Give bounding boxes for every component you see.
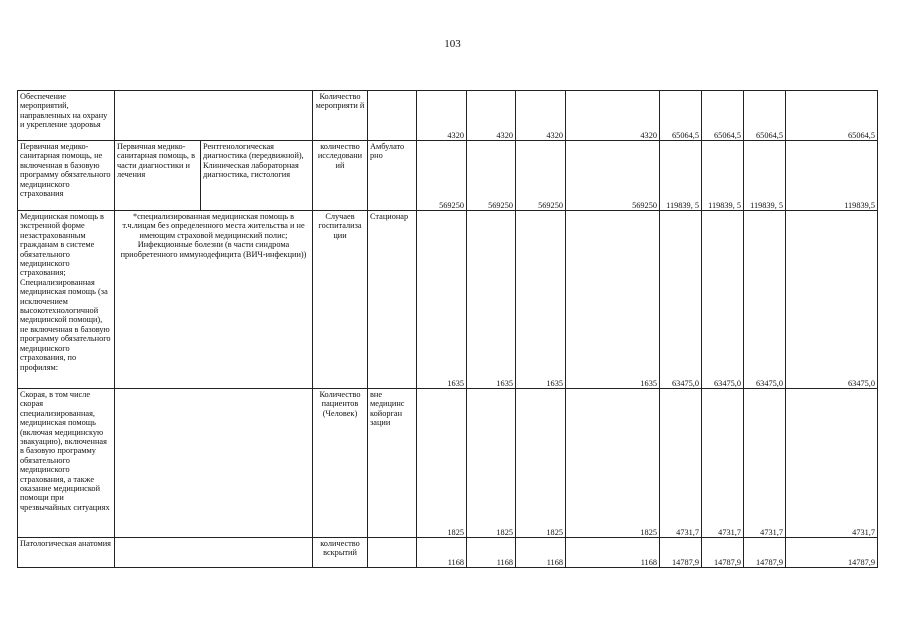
finance-cell: 63475,0 (744, 211, 786, 389)
care-type-profile-cell: *специализированная медицинская помощь в т.ч.лицам без определенного места жительства и не имеющим страховой медицинский полис; Инфекционные болезни (в части синдрома приобретенного иммунодефицита (ВИЧ-инфекции)) (115, 211, 313, 389)
finance-cell: 65064,5 (660, 91, 702, 141)
volume-cell: 4320 (417, 91, 467, 141)
volume-cell: 1168 (467, 538, 516, 568)
table-row (18, 538, 878, 568)
volume-cell: 569250 (566, 141, 660, 211)
finance-cell: 119839, 5 (660, 141, 702, 211)
finance-cell: 4731,7 (786, 389, 878, 538)
services-table (17, 90, 878, 568)
finance-cell: 63475,0 (702, 211, 744, 389)
care-type-cell: Первичная медико-санитарная помощь, в части диагностики и лечения (115, 141, 201, 211)
finance-cell: 119839, 5 (702, 141, 744, 211)
volume-cell: 1825 (516, 389, 566, 538)
care-type-cell (115, 91, 313, 141)
finance-cell: 4731,7 (660, 389, 702, 538)
finance-cell: 65064,5 (786, 91, 878, 141)
volume-cell: 4320 (566, 91, 660, 141)
finance-cell: 14787,9 (786, 538, 878, 568)
volume-cell: 1635 (417, 211, 467, 389)
table-row (18, 91, 878, 141)
finance-cell: 4731,7 (744, 389, 786, 538)
volume-cell: 569250 (516, 141, 566, 211)
finance-cell: 63475,0 (660, 211, 702, 389)
volume-cell: 569250 (417, 141, 467, 211)
unit-cell: Количество мероприяти й (313, 91, 368, 141)
finance-cell: 4731,7 (702, 389, 744, 538)
row-name: Скорая, в том числе скорая специализированная, медицинская помощь (включая медицинскую эвакуацию), включенная в базовую программу обязательного медицинского страхования, а также оказание медицинской помощи при чрезвычайных ситуациях (18, 389, 115, 538)
volume-cell: 4320 (516, 91, 566, 141)
care-type-cell (115, 389, 313, 538)
finance-cell: 14787,9 (660, 538, 702, 568)
volume-cell: 1635 (566, 211, 660, 389)
care-type-cell (115, 538, 313, 568)
finance-cell: 14787,9 (744, 538, 786, 568)
finance-cell: 63475,0 (786, 211, 878, 389)
volume-cell: 1635 (467, 211, 516, 389)
condition-cell (368, 538, 417, 568)
unit-cell: количество вскрытий (313, 538, 368, 568)
condition-cell: Стационар (368, 211, 417, 389)
unit-cell: количество исследовани ий (313, 141, 368, 211)
table-row (18, 211, 878, 389)
volume-cell: 1635 (516, 211, 566, 389)
condition-cell (368, 91, 417, 141)
condition-cell: Амбулато рно (368, 141, 417, 211)
row-name: Первичная медико-санитарная помощь, не включенная в базовую программу обязательного медицинского страхования (18, 141, 115, 211)
volume-cell: 569250 (467, 141, 516, 211)
volume-cell: 1168 (417, 538, 467, 568)
volume-cell: 1825 (566, 389, 660, 538)
row-name: Патологическая анатомия (18, 538, 115, 568)
unit-cell: Случаев госпитализа ции (313, 211, 368, 389)
finance-cell: 119839, 5 (744, 141, 786, 211)
table-row (18, 389, 878, 538)
volume-cell: 1825 (417, 389, 467, 538)
finance-cell: 14787,9 (702, 538, 744, 568)
volume-cell: 1168 (566, 538, 660, 568)
finance-cell: 65064,5 (744, 91, 786, 141)
unit-cell: Количество пациентов (Человек) (313, 389, 368, 538)
finance-cell: 119839,5 (786, 141, 878, 211)
row-name: Обеспечение мероприятий, направленных на охрану и укрепление здоровья (18, 91, 115, 141)
row-name: Медицинская помощь в экстренной форме незастрахованным гражданам в системе обязательного медицинского страхования; Специализированная медицинская помощь (за исключением высокотехнологичной медицинской помощи), не включенная в базовую программу обязательного медицинского страхования, по профилям: (18, 211, 115, 389)
volume-cell: 4320 (467, 91, 516, 141)
volume-cell: 1168 (516, 538, 566, 568)
volume-cell: 1825 (467, 389, 516, 538)
condition-cell: вне медицинс койорган зации (368, 389, 417, 538)
profile-cell: Рентгенологическая диагностика (передвижной), Клиническая лабораторная диагностика, гистология (201, 141, 313, 211)
table-row (18, 141, 878, 211)
finance-cell: 65064,5 (702, 91, 744, 141)
page-number: 103 (444, 38, 461, 50)
